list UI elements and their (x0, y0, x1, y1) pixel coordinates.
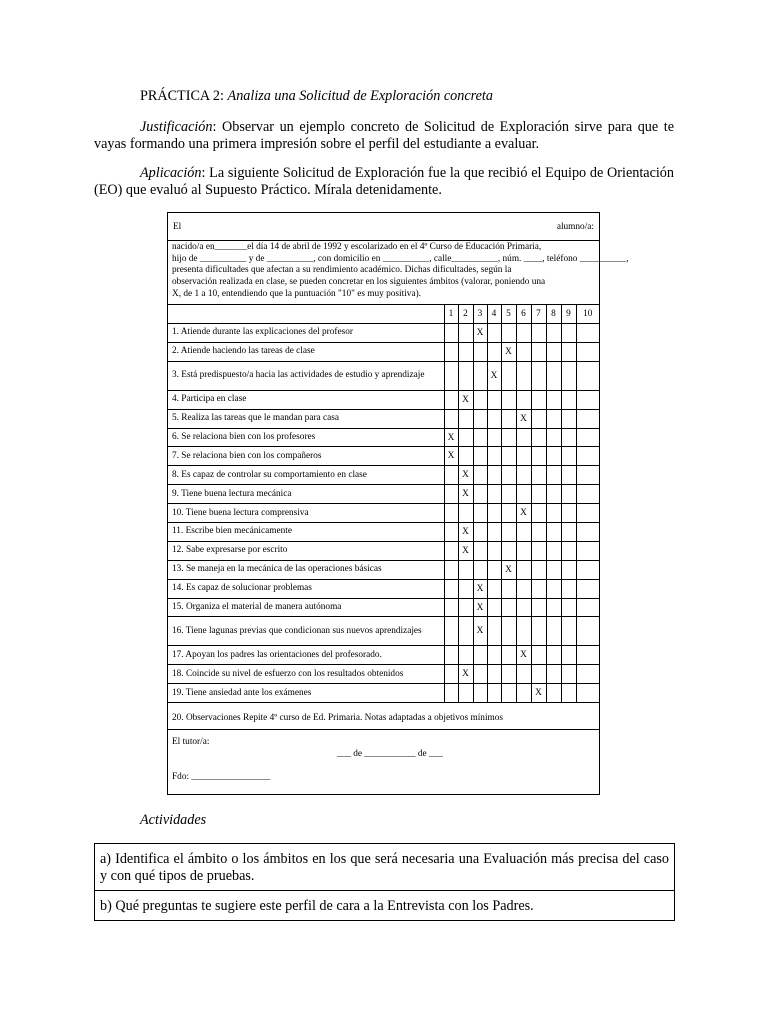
rating-item-label: 19. Tiene ansiedad ante los exámenes (168, 684, 444, 703)
rating-cell (501, 598, 516, 617)
rating-cell (473, 361, 487, 390)
rating-cell (561, 504, 576, 523)
activities-title: Actividades (140, 812, 207, 828)
rating-cell (444, 646, 458, 665)
rating-cell (546, 361, 561, 390)
scale-header-6: 6 (516, 305, 531, 324)
rating-cell (458, 447, 473, 466)
rating-row (168, 598, 599, 617)
rating-cell (561, 361, 576, 390)
rating-cell (561, 409, 576, 428)
observations-divider (168, 729, 599, 730)
rating-cell (576, 617, 599, 646)
form-intro (172, 242, 629, 301)
rating-mark: X (458, 390, 473, 409)
rating-mark: X (444, 447, 458, 466)
rating-cell (473, 447, 487, 466)
rating-mark: X (473, 579, 487, 598)
rating-cell (531, 523, 546, 542)
rating-cell (546, 485, 561, 504)
rating-cell (561, 541, 576, 560)
rating-cell (458, 428, 473, 447)
rating-cell (444, 579, 458, 598)
rating-cell (487, 504, 501, 523)
rating-cell (458, 646, 473, 665)
rating-cell (576, 342, 599, 361)
rating-row (168, 409, 599, 428)
rating-cell (473, 342, 487, 361)
rating-row (168, 560, 599, 579)
rating-cell (458, 598, 473, 617)
rating-cell (576, 466, 599, 485)
rating-mark: X (501, 342, 516, 361)
rating-mark: X (473, 617, 487, 646)
rating-cell (501, 361, 516, 390)
rating-cell (546, 560, 561, 579)
scale-header-5: 5 (501, 305, 516, 324)
rating-cell (487, 646, 501, 665)
scale-header-10: 10 (576, 305, 599, 324)
rating-cell (531, 665, 546, 684)
rating-cell (444, 598, 458, 617)
rating-mark: X (458, 466, 473, 485)
rating-cell (576, 523, 599, 542)
rating-item-label: 6. Se relaciona bien con los profesores (168, 428, 444, 447)
rating-item-label: 10. Tiene buena lectura comprensiva (168, 504, 444, 523)
rating-cell (501, 665, 516, 684)
rating-cell (546, 390, 561, 409)
rating-cell (576, 447, 599, 466)
rating-cell (561, 560, 576, 579)
scale-header-3: 3 (473, 305, 487, 324)
rating-cell (531, 560, 546, 579)
rating-cell (487, 409, 501, 428)
rating-cell (501, 409, 516, 428)
rating-cell (561, 428, 576, 447)
rating-cell (444, 541, 458, 560)
rating-row (168, 617, 599, 646)
rating-cell (561, 342, 576, 361)
rating-cell (487, 617, 501, 646)
form-el-label: El (173, 222, 182, 232)
rating-item-label: 3. Está predispuesto/a hacia las actividades de estudio y aprendizaje (168, 361, 444, 390)
rating-cell (576, 646, 599, 665)
rating-cell (487, 428, 501, 447)
rating-cell (444, 684, 458, 703)
rating-cell (531, 598, 546, 617)
rating-cell (546, 646, 561, 665)
rating-cell (531, 579, 546, 598)
rating-cell (516, 342, 531, 361)
scale-header-7: 7 (531, 305, 546, 324)
rating-row (168, 390, 599, 409)
rating-table (168, 304, 599, 703)
rating-cell (501, 390, 516, 409)
justification-label: Justificación (140, 119, 213, 135)
rating-cell (501, 684, 516, 703)
rating-row (168, 361, 599, 390)
rating-cell (546, 342, 561, 361)
rating-row (168, 646, 599, 665)
rating-item-label: 14. Es capaz de solucionar problemas (168, 579, 444, 598)
rating-cell (561, 390, 576, 409)
scale-header-4: 4 (487, 305, 501, 324)
rating-mark: X (473, 324, 487, 343)
rating-item-label: 8. Es capaz de controlar su comportamiento en clase (168, 466, 444, 485)
rating-item-label: 1. Atiende durante las explicaciones del profesor (168, 324, 444, 343)
rating-cell (546, 324, 561, 343)
rating-cell (561, 665, 576, 684)
rating-cell (561, 485, 576, 504)
form-intro-line: observación realizada en clase, se pueden concretar en los siguientes ámbitos (valorar, poniendo una (172, 277, 546, 288)
rating-mark: X (444, 428, 458, 447)
rating-mark: X (501, 560, 516, 579)
rating-item-label: 9. Tiene buena lectura mecánica (168, 485, 444, 504)
rating-cell (444, 466, 458, 485)
activities-table (94, 843, 675, 921)
rating-cell (576, 541, 599, 560)
form-header-divider (168, 240, 599, 241)
justification-text: : Observar un ejemplo concreto de Solicitud de Exploración sirve para que te vayas formando una primera impresión sobre el perfil del estudiante a evaluar. (94, 119, 674, 152)
rating-mark: X (458, 541, 473, 560)
rating-cell (444, 409, 458, 428)
rating-cell (458, 560, 473, 579)
rating-cell (501, 646, 516, 665)
rating-row (168, 342, 599, 361)
rating-cell (516, 579, 531, 598)
practice-title: PRÁCTICA 2: Analiza una Solicitud de Exploración concreta (140, 88, 493, 104)
rating-cell (546, 541, 561, 560)
rating-item-label: 15. Organiza el material de manera autónoma (168, 598, 444, 617)
rating-cell (458, 579, 473, 598)
rating-cell (576, 409, 599, 428)
rating-cell (516, 485, 531, 504)
rating-cell (458, 684, 473, 703)
rating-cell (546, 428, 561, 447)
rating-cell (516, 523, 531, 542)
rating-row (168, 504, 599, 523)
rating-item-label: 5. Realiza las tareas que le mandan para casa (168, 409, 444, 428)
rating-row (168, 579, 599, 598)
application-paragraph (94, 165, 674, 199)
rating-cell (473, 390, 487, 409)
rating-cell (516, 390, 531, 409)
rating-cell (473, 466, 487, 485)
rating-cell (487, 342, 501, 361)
rating-item-label: 17. Apoyan los padres las orientaciones del profesorado. (168, 646, 444, 665)
rating-item-label: 7. Se relaciona bien con los compañeros (168, 447, 444, 466)
rating-cell (561, 523, 576, 542)
rating-cell (576, 684, 599, 703)
rating-row (168, 665, 599, 684)
rating-cell (444, 342, 458, 361)
rating-cell (561, 684, 576, 703)
rating-cell (546, 665, 561, 684)
rating-cell (561, 324, 576, 343)
rating-cell (546, 617, 561, 646)
rating-cell (561, 447, 576, 466)
rating-cell (561, 598, 576, 617)
rating-cell (501, 504, 516, 523)
rating-cell (531, 541, 546, 560)
signature-line: Fdo: _________________ (172, 772, 271, 782)
rating-mark: X (487, 361, 501, 390)
rating-cell (473, 665, 487, 684)
rating-item-label: 18. Coincide su nivel de esfuerzo con los resultados obtenidos (168, 665, 444, 684)
rating-cell (531, 504, 546, 523)
rating-cell (576, 324, 599, 343)
rating-cell (487, 466, 501, 485)
rating-cell (531, 485, 546, 504)
rating-row (168, 541, 599, 560)
rating-cell (516, 617, 531, 646)
rating-item-label: 2. Atiende haciendo las tareas de clase (168, 342, 444, 361)
rating-cell (576, 361, 599, 390)
observations: 20. Observaciones Repite 4º curso de Ed. Primaria. Notas adaptadas a objetivos mínimos (172, 713, 504, 723)
rating-cell (546, 504, 561, 523)
rating-cell (501, 523, 516, 542)
rating-mark: X (458, 523, 473, 542)
justification-paragraph (94, 119, 674, 153)
activity-a: a) Identifica el ámbito o los ámbitos en los que será necesaria una Evaluación más precisa del caso y con qué tipos de pruebas. (95, 844, 675, 891)
rating-item-label: 11. Escribe bien mecánicamente (168, 523, 444, 542)
rating-cell (576, 598, 599, 617)
rating-cell (473, 428, 487, 447)
rating-cell (473, 646, 487, 665)
rating-cell (501, 324, 516, 343)
rating-cell (531, 324, 546, 343)
rating-cell (531, 361, 546, 390)
rating-cell (561, 579, 576, 598)
rating-cell (473, 504, 487, 523)
rating-cell (531, 646, 546, 665)
rating-cell (458, 342, 473, 361)
rating-cell (576, 390, 599, 409)
rating-cell (516, 665, 531, 684)
rating-cell (487, 523, 501, 542)
activity-row (95, 844, 675, 891)
rating-cell (501, 579, 516, 598)
rating-mark: X (516, 646, 531, 665)
scale-header-row (168, 305, 599, 324)
form-intro-line: X, de 1 a 10, entendiendo que la puntuación "10" es muy positiva). (172, 288, 421, 299)
rating-cell (487, 665, 501, 684)
rating-mark: X (516, 409, 531, 428)
exploration-request-form (167, 212, 629, 795)
rating-cell (473, 409, 487, 428)
rating-item-label: 12. Sabe expresarse por escrito (168, 541, 444, 560)
rating-mark: X (458, 485, 473, 504)
rating-cell (444, 665, 458, 684)
form-intro-line: hijo de __________ y de __________, con domicilio en __________, calle__________, núm. ____, teléfono __________, (172, 253, 629, 264)
rating-cell (487, 598, 501, 617)
rating-cell (487, 390, 501, 409)
rating-cell (531, 617, 546, 646)
rating-cell (516, 447, 531, 466)
rating-item-label: 13. Se maneja en la mecánica de las operaciones básicas (168, 560, 444, 579)
scale-header-1: 1 (444, 305, 458, 324)
scale-header-blank (168, 305, 444, 324)
rating-cell (546, 598, 561, 617)
tutor-label: El tutor/a: (172, 737, 210, 747)
rating-cell (531, 409, 546, 428)
rating-cell (444, 390, 458, 409)
rating-cell (576, 485, 599, 504)
application-text: : La siguiente Solicitud de Exploración fue la que recibió el Equipo de Orientación (EO) que evaluó al Supuesto Práctico. Mírala detenidamente. (94, 165, 674, 198)
rating-cell (516, 541, 531, 560)
rating-cell (516, 466, 531, 485)
rating-cell (516, 324, 531, 343)
rating-row (168, 428, 599, 447)
scale-header-2: 2 (458, 305, 473, 324)
rating-cell (473, 684, 487, 703)
rating-cell (487, 485, 501, 504)
rating-cell (444, 617, 458, 646)
rating-item-label: 16. Tiene lagunas previas que condicionan sus nuevos aprendizajes (168, 617, 444, 646)
rating-cell (458, 617, 473, 646)
rating-cell (501, 447, 516, 466)
rating-cell (473, 560, 487, 579)
rating-cell (546, 523, 561, 542)
rating-cell (473, 523, 487, 542)
rating-cell (473, 485, 487, 504)
rating-cell (458, 409, 473, 428)
rating-cell (487, 447, 501, 466)
rating-mark: X (531, 684, 546, 703)
scale-header-8: 8 (546, 305, 561, 324)
rating-cell (546, 466, 561, 485)
rating-row (168, 523, 599, 542)
rating-cell (487, 541, 501, 560)
rating-cell (444, 324, 458, 343)
rating-cell (487, 560, 501, 579)
rating-cell (516, 560, 531, 579)
rating-row (168, 684, 599, 703)
rating-cell (444, 504, 458, 523)
rating-cell (531, 466, 546, 485)
rating-cell (516, 598, 531, 617)
practice-subtitle: Analiza una Solicitud de Exploración concreta (227, 88, 493, 104)
rating-cell (576, 579, 599, 598)
form-alumno-label: alumno/a: (556, 222, 594, 232)
date-line: ___ de ___________ de ___ (337, 749, 443, 759)
rating-cell (576, 560, 599, 579)
rating-cell (531, 390, 546, 409)
rating-cell (487, 579, 501, 598)
rating-cell (546, 447, 561, 466)
form-intro-line: presenta dificultades que afectan a su rendimiento académico. Dichas dificultades, según la (172, 265, 512, 276)
rating-item-label: 4. Participa en clase (168, 390, 444, 409)
rating-cell (487, 324, 501, 343)
rating-cell (473, 541, 487, 560)
rating-cell (546, 409, 561, 428)
rating-cell (444, 560, 458, 579)
rating-cell (501, 541, 516, 560)
rating-mark: X (458, 665, 473, 684)
rating-cell (501, 428, 516, 447)
rating-cell (444, 485, 458, 504)
rating-cell (531, 342, 546, 361)
rating-row (168, 447, 599, 466)
practice-label: PRÁCTICA 2 (140, 88, 221, 104)
rating-cell (444, 361, 458, 390)
rating-cell (576, 504, 599, 523)
rating-cell (546, 579, 561, 598)
rating-cell (487, 684, 501, 703)
rating-cell (501, 485, 516, 504)
rating-cell (444, 523, 458, 542)
rating-row (168, 466, 599, 485)
rating-mark: X (473, 598, 487, 617)
rating-cell (501, 617, 516, 646)
rating-cell (516, 428, 531, 447)
rating-cell (576, 428, 599, 447)
rating-cell (561, 617, 576, 646)
rating-cell (531, 428, 546, 447)
activity-row (95, 891, 675, 921)
rating-cell (576, 665, 599, 684)
form-intro-line: nacido/a en_______el día 14 de abril de 1992 y escolarizado en el 4º Curso de Educación Primaria, (172, 242, 542, 252)
activity-b: b) Qué preguntas te sugiere este perfil de cara a la Entrevista con los Padres. (95, 891, 675, 921)
rating-cell (531, 447, 546, 466)
rating-row (168, 485, 599, 504)
application-label: Aplicación (140, 165, 202, 181)
rating-row (168, 324, 599, 343)
rating-cell (561, 646, 576, 665)
scale-header-9: 9 (561, 305, 576, 324)
rating-cell (501, 466, 516, 485)
rating-cell (546, 684, 561, 703)
rating-cell (458, 504, 473, 523)
rating-cell (516, 361, 531, 390)
rating-cell (516, 684, 531, 703)
rating-mark: X (516, 504, 531, 523)
rating-cell (561, 466, 576, 485)
rating-cell (458, 361, 473, 390)
rating-cell (458, 324, 473, 343)
